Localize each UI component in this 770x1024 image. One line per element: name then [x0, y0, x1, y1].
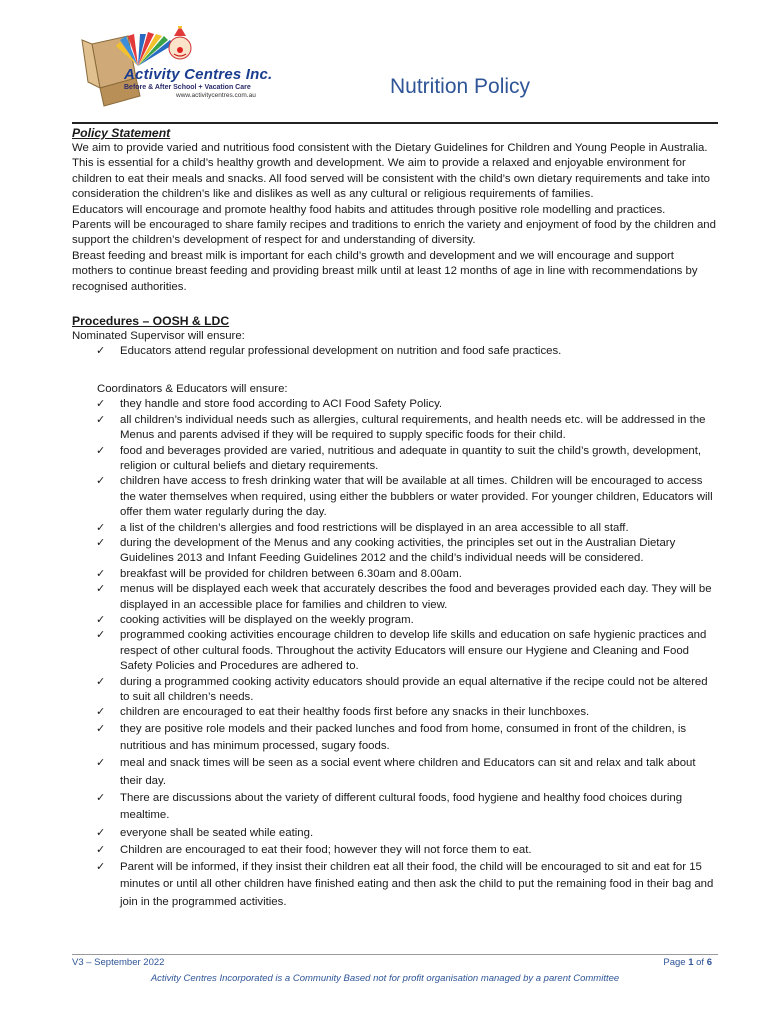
checkmark-icon: ✓ — [96, 345, 106, 358]
list-item — [72, 397, 718, 412]
footer-version: V3 – September 2022 — [72, 957, 165, 968]
list-item — [72, 825, 718, 842]
document-body — [72, 126, 718, 911]
list-item — [72, 842, 718, 859]
list-item-text: There are discussions about the variety of different cultural foods, food hygiene and healthy food choices during mealtime. — [120, 792, 683, 822]
list-item — [72, 859, 718, 911]
list-item-text: they are positive role models and their packed lunches and food from home, consumed in front of the children, is nutritious and has minimum processed, sugary foods. — [120, 722, 687, 753]
list-item-text: Children are encouraged to eat their food; however they will not force them to eat. — [120, 843, 532, 856]
logo-url: www.activitycentres.com.au — [176, 92, 256, 99]
procedures-heading: Procedures – OOSH & LDC — [72, 314, 230, 329]
list-item — [72, 675, 718, 706]
list-item: ✓ Educators attend regular professional development on nutrition and food safe practices. — [72, 344, 718, 359]
logo-tagline: Before & After School + Vacation Care — [124, 84, 251, 91]
list-item-text: during the development of the Menus and any cooking activities, the principles set out in the Australian Dietary Guidelines 2013 and Infant Feeding Guidelines 2012 and the child’s individual needs will be considered. — [120, 536, 676, 565]
list-item — [72, 628, 718, 674]
list-item-text: menus will be displayed each week that accurately describes the food and beverages provided each day. They will be displayed in an accessible place for families and children to view. — [120, 583, 712, 611]
footer-page-number: Page 1 of 6 — [663, 957, 712, 968]
list-item — [72, 474, 718, 520]
list-item-text: food and beverages provided are varied, nutritious and adequate in quantity to suit the child’s growth, development, religion or cultural beliefs and dietary requirements. — [120, 444, 702, 472]
document-title: Nutrition Policy — [390, 75, 531, 98]
list-item-text: children are encouraged to eat their healthy foods first before any snacks in their lunchboxes. — [120, 706, 590, 719]
checkmark-icon: ✓ — [96, 567, 106, 580]
list-item-text: programmed cooking activities encourage children to develop life skills and education on safe hygienic practices and respect of other cultural foods. Throughout the activity Educators will ensure our Hygiene and Cleaning and Food Safety Policies and Procedures are adhered to. — [120, 629, 707, 673]
list-item — [72, 721, 718, 756]
checkmark-icon: ✓ — [96, 675, 106, 688]
policy-paragraph: Educators will encourage and promote healthy food habits and attitudes through positive role modelling and practices. — [72, 203, 666, 216]
coordinators-intro: Coordinators & Educators will ensure: — [97, 382, 288, 395]
list-item-text: breakfast will be provided for children between 6.30am and 8.00am. — [120, 567, 462, 580]
checkmark-icon: ✓ — [96, 413, 106, 426]
checkmark-icon: ✓ — [96, 444, 106, 457]
list-item — [72, 705, 718, 720]
supervisor-intro: Nominated Supervisor will ensure: — [72, 330, 245, 343]
footer-divider — [72, 954, 718, 955]
checkmark-icon: ✓ — [96, 475, 106, 488]
list-item — [72, 613, 718, 628]
checkmark-icon: ✓ — [96, 861, 106, 874]
list-item — [72, 536, 718, 567]
logo-name: Activity Centres Inc. — [124, 66, 273, 83]
checkmark-icon: ✓ — [96, 722, 106, 735]
policy-paragraph: Parents will be encouraged to share family recipes and traditions to enrich the variety and enjoyment of food by the children and support the children’s development of respect for and understanding of diversity. — [72, 219, 716, 247]
coordinators-list — [72, 397, 718, 721]
coordinators-list-continued — [72, 721, 718, 911]
list-item — [72, 582, 718, 613]
checkmark-icon: ✓ — [96, 613, 106, 626]
list-item-text: meal and snack times will be seen as a social event where children and Educators can sit and relax and talk about their day. — [120, 757, 696, 787]
checkmark-icon: ✓ — [96, 706, 106, 719]
policy-paragraph: We aim to provide varied and nutritious food consistent with the Dietary Guidelines for Children and Young People in Australia. This is essential for a child’s healthy growth and development. We aim to provide a relaxed and enjoyable environment for children to eat their meals and snacks. All food served will be consistent with the child’s own dietary requirements and take into consideration the children’s like and dislikes as well as any cultural or religious requirements of families. — [72, 142, 711, 201]
list-item — [72, 755, 718, 790]
list-item-text: everyone shall be seated while eating. — [120, 826, 314, 839]
checkmark-icon: ✓ — [96, 826, 106, 839]
supervisor-list — [72, 344, 718, 359]
list-item-text: during a programmed cooking activity educators should provide an equal alternative if the recipe could not be altered to suit all children’s needs. — [120, 675, 708, 703]
list-item-text: they handle and store food according to ACI Food Safety Policy. — [120, 398, 443, 411]
list-item-text: cooking activities will be displayed on the weekly program. — [120, 613, 414, 626]
list-item — [72, 521, 718, 536]
list-item — [72, 444, 718, 475]
list-item-text: children have access to fresh drinking water that will be available at all times. Children will be encouraged to access the water themselves when required, using either the bubblers or water provided. For younger children, Educators will offer them water regularly during the day. — [120, 475, 713, 519]
checkmark-icon: ✓ — [96, 843, 106, 856]
header-divider — [72, 122, 718, 124]
checkmark-icon: ✓ — [96, 398, 106, 411]
list-item-text: Parent will be informed, if they insist their children eat all their food, the child will be encouraged to sit and eat for 15 minutes or until all other children have finished eating and then ask the child to put the remaining food in their bag and join in the programmed activities. — [120, 861, 714, 908]
footer-organisation-note: Activity Centres Incorporated is a Community Based not for profit organisation managed by a parent Committee — [150, 973, 620, 984]
checkmark-icon: ✓ — [96, 536, 106, 549]
policy-statement-heading: Policy Statement — [72, 126, 171, 140]
list-item-text: a list of the children’s allergies and food restrictions will be displayed in an area accessible to all staff. — [120, 521, 629, 534]
checkmark-icon: ✓ — [96, 583, 106, 596]
checkmark-icon: ✓ — [96, 757, 106, 770]
policy-paragraph: Breast feeding and breast milk is important for each child’s growth and development and we will encourage and support mothers to continue breast feeding and providing breast milk until at least 12 months of age in line with recommendations by recognised authorities. — [72, 249, 698, 293]
checkmark-icon: ✓ — [96, 629, 106, 642]
list-item — [72, 413, 718, 444]
list-item-text: all children’s individual needs such as allergies, cultural requirements, and health needs etc. will be addressed in the Menus and parents advised if they will be required to supply specific foods for their child. — [120, 413, 706, 442]
list-item — [72, 790, 718, 825]
list-item — [72, 567, 718, 582]
checkmark-icon: ✓ — [96, 792, 106, 804]
checkmark-icon: ✓ — [96, 521, 106, 534]
logo-text-block — [124, 66, 284, 99]
